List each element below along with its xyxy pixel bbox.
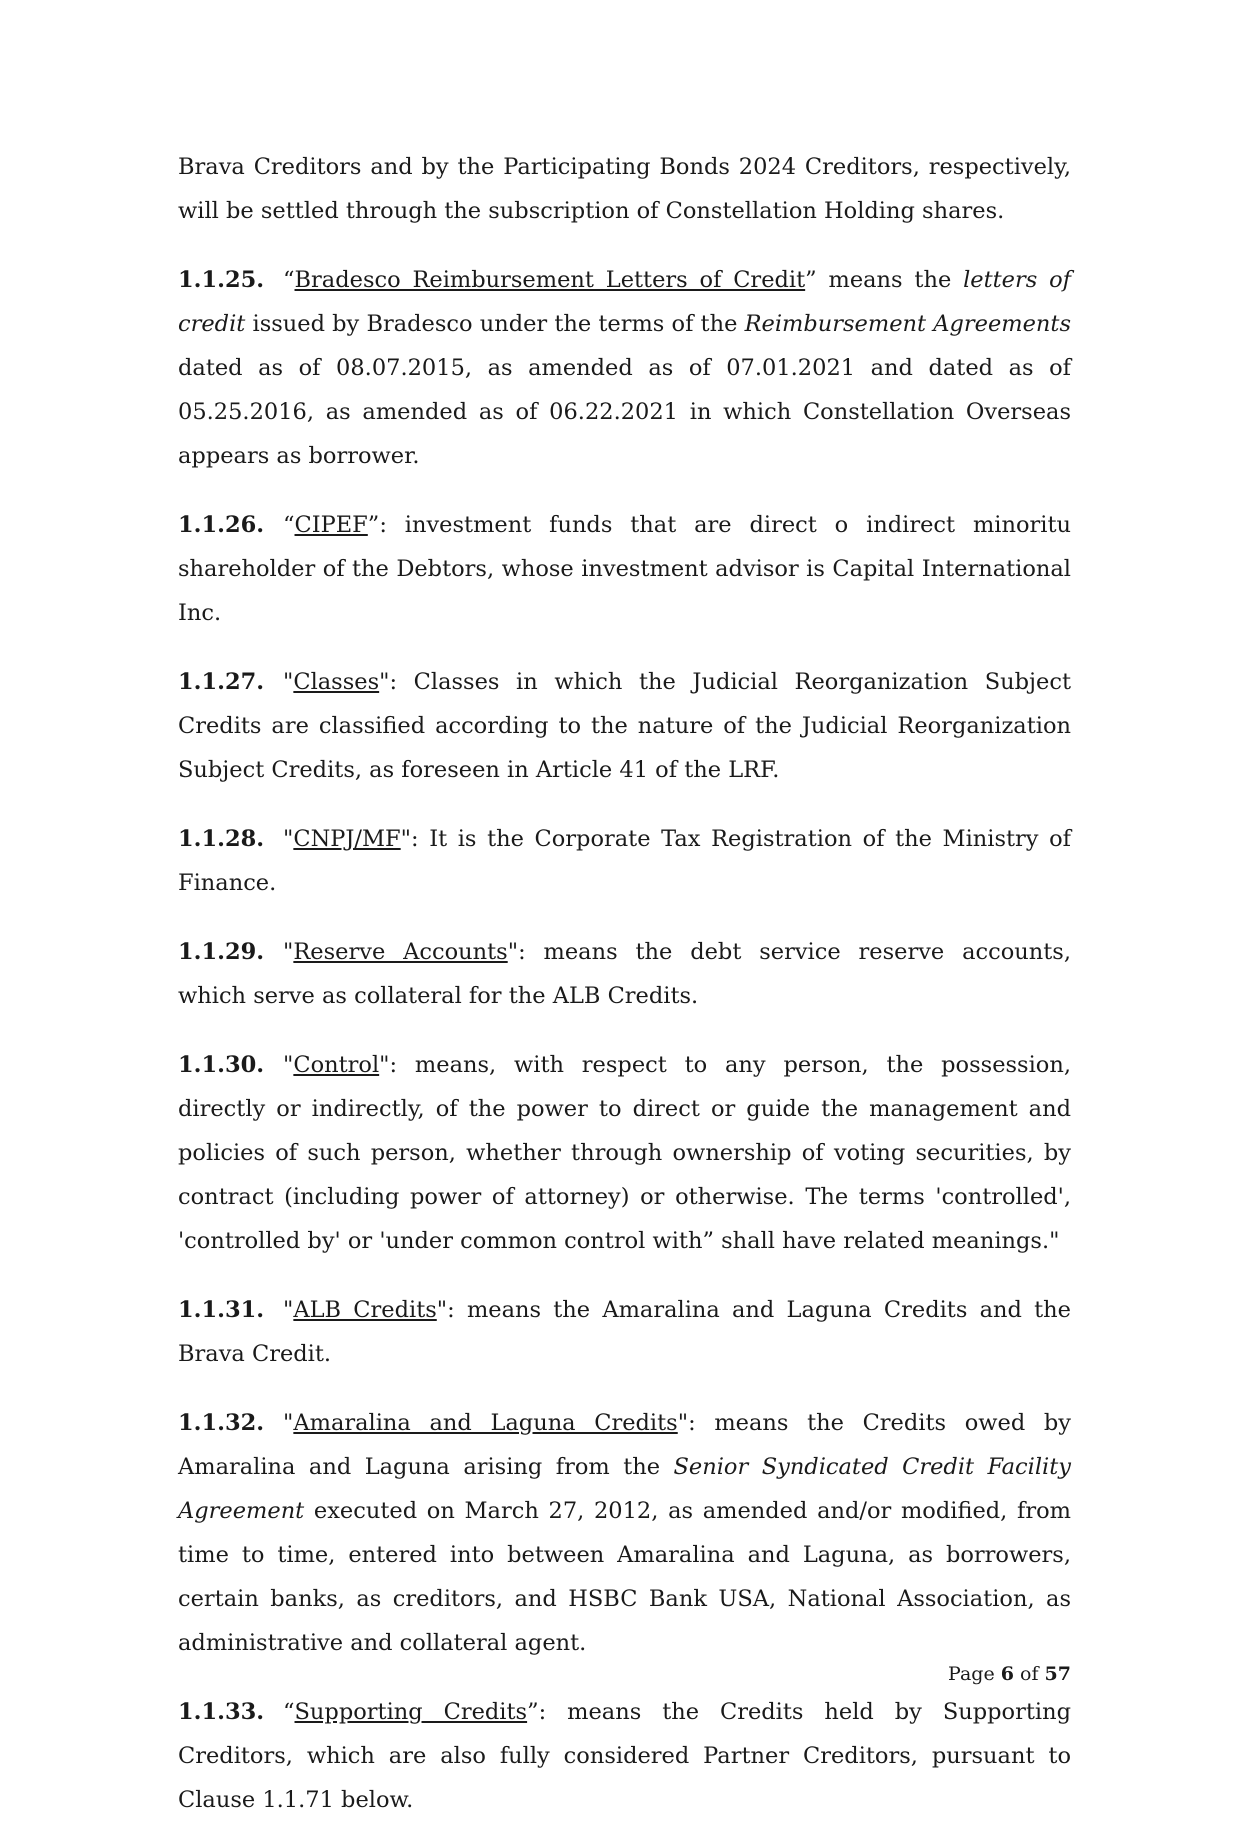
open-quote: ": [283, 1410, 294, 1436]
close-quote: ": [507, 939, 519, 965]
clause-1-1-29: [178, 930, 1071, 1018]
clause-number: 1.1.31.: [178, 1297, 265, 1323]
defined-term: CNPJ/MF: [293, 826, 401, 852]
page-footer: [948, 1663, 1071, 1685]
clause-1-1-32: [178, 1401, 1071, 1665]
intro-paragraph: [178, 145, 1071, 233]
defined-term: CIPEF: [294, 512, 368, 538]
defined-term: Supporting Credits: [294, 1699, 528, 1725]
clause-1-1-28: [178, 817, 1071, 905]
close-quote: ": [400, 826, 412, 852]
open-quote: ": [283, 669, 294, 695]
clause-1-1-27: [178, 660, 1071, 792]
clause-text: : means the debt service reserve accounts, which serve as collateral for the ALB Credits.: [178, 939, 1071, 1009]
page-label: Page: [948, 1663, 1001, 1685]
clause-text: : investment funds that are direct o indirect minoritu shareholder of the Debtors, whose investment advisor is Capital International Inc.: [178, 512, 1071, 626]
total-page-count: 57: [1044, 1663, 1071, 1685]
close-quote: ”: [805, 267, 817, 293]
close-quote: ": [436, 1297, 448, 1323]
close-quote: ”: [527, 1699, 539, 1725]
clause-text: dated as of 08.07.2015, as amended as of 07.01.2021 and dated as of 05.25.2016, as amended as of 06.22.2021 in which Constellation Overseas appears as borrower.: [178, 355, 1071, 469]
clause-1-1-26: [178, 503, 1071, 635]
clause-1-1-33: [178, 1690, 1071, 1822]
clause-text: : means the Credits held by Supporting Creditors, which are also fully considered Partner Creditors, pursuant to Clause 1.1.71 below.: [178, 1699, 1071, 1813]
open-quote: ": [283, 826, 294, 852]
defined-term: Reserve Accounts: [293, 939, 508, 965]
defined-term: ALB Credits: [293, 1297, 437, 1323]
open-quote: ": [283, 1297, 294, 1323]
clause-number: 1.1.28.: [178, 826, 265, 852]
clause-text: : means the Credits owed by Amaralina and Laguna arising from the: [178, 1410, 1071, 1480]
clause-number: 1.1.25.: [178, 267, 265, 293]
clause-text: : Classes in which the Judicial Reorganization Subject Credits are classified according to the nature of the Judicial Reorganization Subject Credits, as foreseen in Article 41 of the LRF.: [178, 669, 1071, 783]
clause-number: 1.1.26.: [178, 512, 265, 538]
open-quote: ": [283, 939, 294, 965]
clause-text: : It is the Corporate Tax Registration of the Ministry of Finance.: [178, 826, 1071, 896]
clause-text: executed on March 27, 2012, as amended and/or modified, from time to time, entered into between Amaralina and Laguna, as borrowers, certain banks, as creditors, and HSBC Bank USA, National Association, as administrative and collateral agent.: [178, 1498, 1071, 1656]
clause-1-1-30: [178, 1043, 1071, 1263]
clause-italic-text: Reimbursement Agreements: [744, 311, 1071, 337]
open-quote: “: [283, 1699, 295, 1725]
open-quote: “: [283, 512, 295, 538]
clause-italic-text: letters of credit: [178, 267, 1071, 337]
open-quote: ": [283, 1052, 294, 1078]
intro-text: Brava Creditors and by the Participating Bonds 2024 Creditors, respectively, will be settled through the subscription of Constellation Holding shares.: [178, 154, 1071, 224]
close-quote: ": [379, 669, 390, 695]
document-body: [178, 145, 1071, 1847]
clause-1-1-31: [178, 1288, 1071, 1376]
page-of-label: of: [1013, 1663, 1045, 1685]
open-quote: “: [283, 267, 295, 293]
defined-term: Classes: [293, 669, 380, 695]
clause-number: 1.1.30.: [178, 1052, 265, 1078]
close-quote: ": [379, 1052, 390, 1078]
clause-text: issued by Bradesco under the terms of the: [245, 311, 745, 337]
clause-text: : means, with respect to any person, the possession, directly or indirectly, of the power to direct or guide the management and policies of such person, whether through ownership of voting securities, by contract (including power of attorney) or otherwise. The terms 'controlled', 'controlled by' or 'under common control with” shall have related meanings.": [178, 1052, 1071, 1254]
clause-italic-text: Senior Syndicated Credit Facility Agreement: [178, 1454, 1071, 1524]
clause-number: 1.1.33.: [178, 1699, 265, 1725]
defined-term: Control: [293, 1052, 380, 1078]
close-quote: ": [677, 1410, 689, 1436]
defined-term: Bradesco Reimbursement Letters of Credit: [294, 267, 806, 293]
clause-1-1-25: [178, 258, 1071, 478]
clause-number: 1.1.27.: [178, 669, 265, 695]
clause-text: means the: [816, 267, 964, 293]
clause-number: 1.1.32.: [178, 1410, 265, 1436]
current-page-number: 6: [1000, 1663, 1014, 1685]
defined-term: Amaralina and Laguna Credits: [293, 1410, 678, 1436]
clause-text: : means the Amaralina and Laguna Credits and the Brava Credit.: [178, 1297, 1071, 1367]
clause-number: 1.1.29.: [178, 939, 265, 965]
close-quote: ”: [367, 512, 380, 538]
